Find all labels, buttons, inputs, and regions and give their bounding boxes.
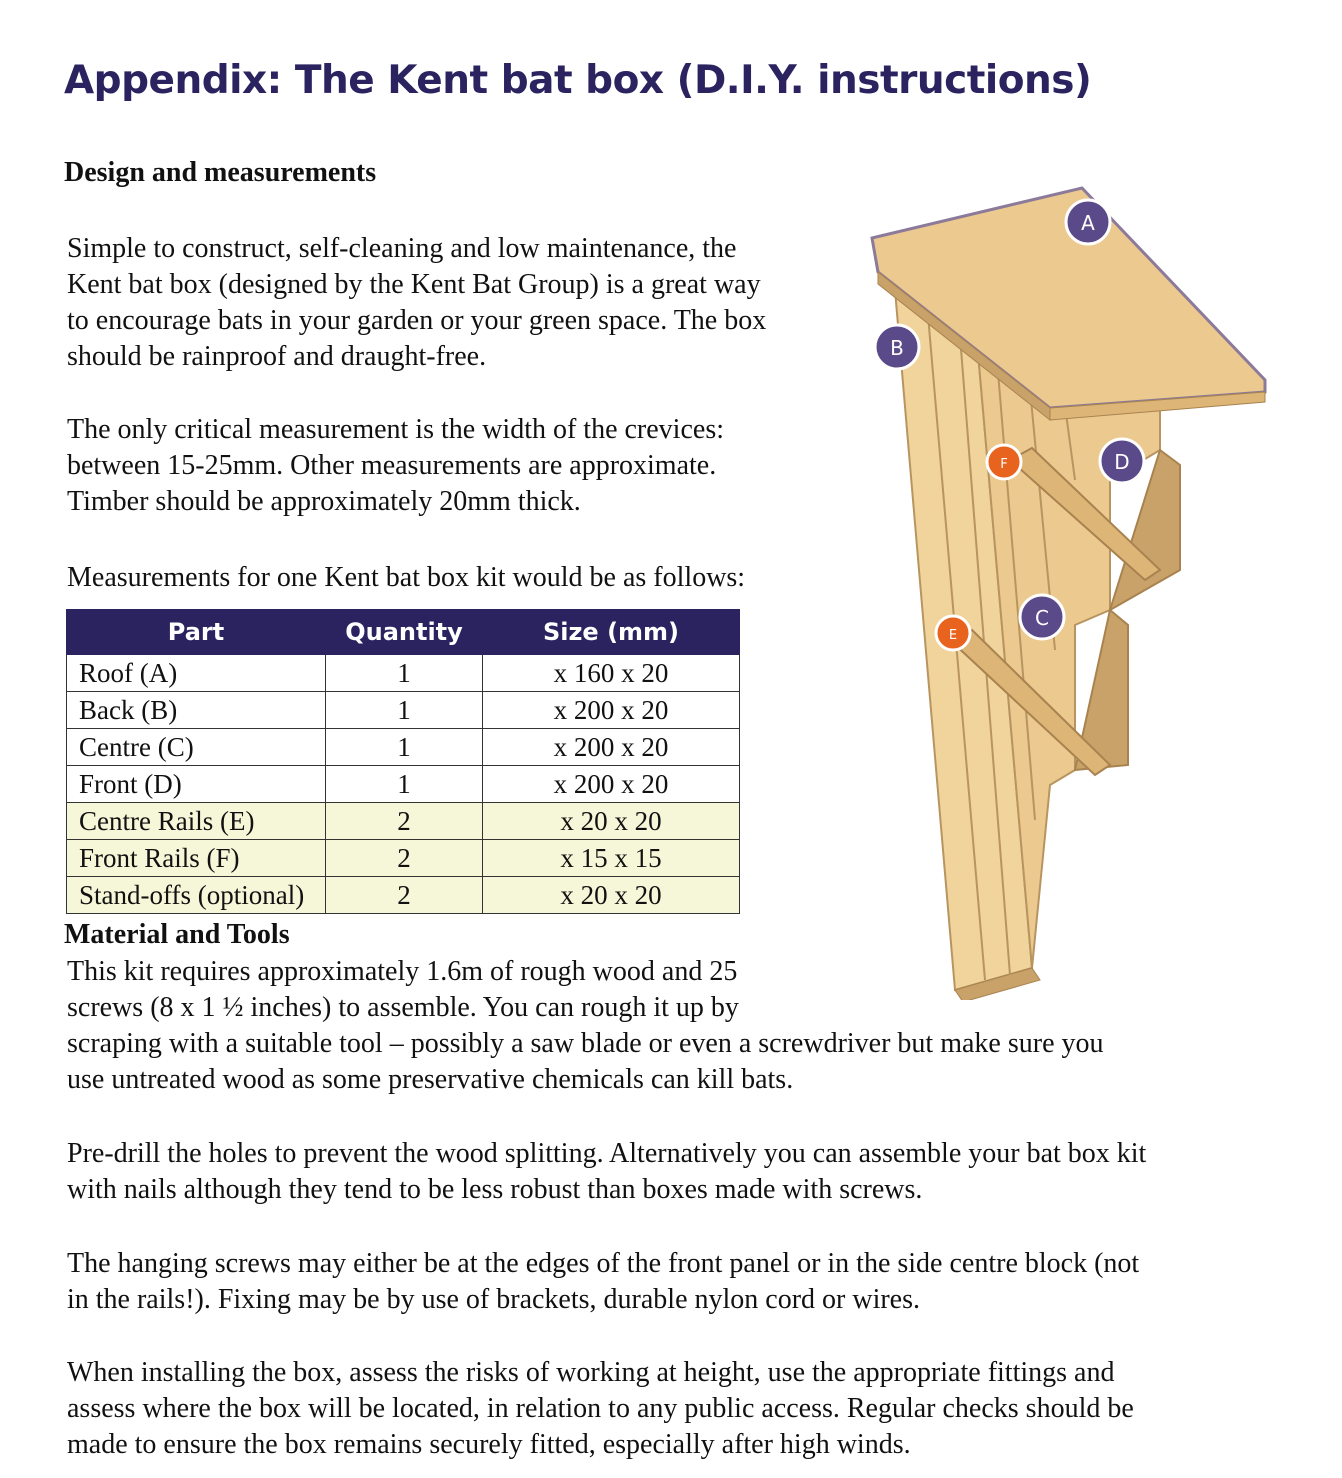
cell-quantity: 1	[326, 692, 483, 729]
text-line: made to ensure the box remains securely fitted, especially after high winds.	[67, 1429, 911, 1460]
label-f	[987, 445, 1021, 479]
text-line: should be rainproof and draught-free.	[67, 341, 487, 372]
cell-part: Centre Rails (E)	[67, 803, 326, 840]
table-row	[67, 692, 740, 729]
text-line: in the rails!). Fixing may be by use of brackets, durable nylon cord or wires.	[67, 1284, 921, 1315]
material-paragraph-3	[67, 1246, 1139, 1318]
material-heading: Material and Tools	[64, 919, 290, 950]
cell-part: Centre (C)	[67, 729, 326, 766]
table-row	[67, 840, 740, 877]
cell-quantity: 2	[326, 803, 483, 840]
cell-quantity: 1	[326, 729, 483, 766]
label-d-text: D	[1114, 450, 1130, 474]
cell-quantity: 2	[326, 877, 483, 914]
bat-box-diagram	[860, 180, 1280, 1000]
cell-part: Back (B)	[67, 692, 326, 729]
label-a	[1066, 200, 1110, 244]
cell-quantity: 1	[326, 766, 483, 803]
table-row	[67, 803, 740, 840]
text-line: This kit requires approximately 1.6m of rough wood and 25	[67, 956, 738, 987]
cell-size: x 20 x 20	[483, 877, 740, 914]
label-b	[875, 325, 919, 369]
cell-part: Roof (A)	[67, 655, 326, 692]
design-paragraph-1	[67, 231, 766, 375]
text-line: Simple to construct, self-cleaning and low maintenance, the	[67, 233, 737, 264]
label-e	[936, 616, 970, 650]
material-paragraph-2	[67, 1136, 1146, 1208]
table-row	[67, 655, 740, 692]
text-line: use untreated wood as some preservative chemicals can kill bats.	[67, 1064, 794, 1095]
cell-part: Front Rails (F)	[67, 840, 326, 877]
cell-part: Stand-offs (optional)	[67, 877, 326, 914]
label-c	[1020, 595, 1064, 639]
text-line: screws (8 x 1 ½ inches) to assemble. You can rough it up by	[67, 992, 739, 1023]
table-row	[67, 766, 740, 803]
label-d	[1100, 439, 1144, 483]
measurements-table	[66, 609, 740, 914]
cell-size: x 15 x 15	[483, 840, 740, 877]
page-title: Appendix: The Kent bat box (D.I.Y. instructions)	[64, 58, 1092, 103]
material-paragraph-4	[67, 1355, 1134, 1463]
cell-size: x 200 x 20	[483, 692, 740, 729]
text-line: When installing the box, assess the risks of working at height, use the appropriate fittings and	[67, 1357, 1115, 1388]
text-line: with nails although they tend to be less robust than boxes made with screws.	[67, 1174, 923, 1205]
cell-quantity: 1	[326, 655, 483, 692]
cell-part: Front (D)	[67, 766, 326, 803]
design-paragraph-2	[67, 412, 724, 520]
cell-size: x 200 x 20	[483, 766, 740, 803]
header-part: Part	[67, 610, 326, 655]
label-b-text: B	[890, 336, 904, 360]
table-row	[67, 729, 740, 766]
header-size: Size (mm)	[483, 610, 740, 655]
design-heading: Design and measurements	[64, 157, 377, 188]
cell-size: x 20 x 20	[483, 803, 740, 840]
text-line: Kent bat box (designed by the Kent Bat Group) is a great way	[67, 269, 761, 300]
cell-size: x 200 x 20	[483, 729, 740, 766]
label-a-text: A	[1081, 211, 1095, 235]
header-quantity: Quantity	[326, 610, 483, 655]
text-line: The only critical measurement is the width of the crevices:	[67, 414, 724, 445]
text-line: assess where the box will be located, in relation to any public access. Regular checks should be	[67, 1393, 1134, 1424]
label-f-text: F	[1000, 457, 1008, 472]
text-line: The hanging screws may either be at the edges of the front panel or in the side centre block (not	[67, 1248, 1140, 1279]
table-header-row	[67, 610, 740, 655]
table-row	[67, 877, 740, 914]
label-e-text: E	[948, 628, 958, 643]
text-line: Pre-drill the holes to prevent the wood splitting. Alternatively you can assemble your bat box kit	[67, 1138, 1147, 1169]
text-line: to encourage bats in your garden or your green space. The box	[67, 305, 767, 336]
cell-size: x 160 x 20	[483, 655, 740, 692]
text-line: between 15-25mm. Other measurements are approximate.	[67, 450, 717, 481]
text-line: scraping with a suitable tool – possibly a saw blade or even a screwdriver but make sure you	[67, 1028, 1104, 1059]
design-paragraph-3: Measurements for one Kent bat box kit would be as follows:	[67, 562, 746, 593]
text-line: Timber should be approximately 20mm thick.	[67, 486, 581, 517]
cell-quantity: 2	[326, 840, 483, 877]
label-c-text: C	[1035, 606, 1049, 630]
